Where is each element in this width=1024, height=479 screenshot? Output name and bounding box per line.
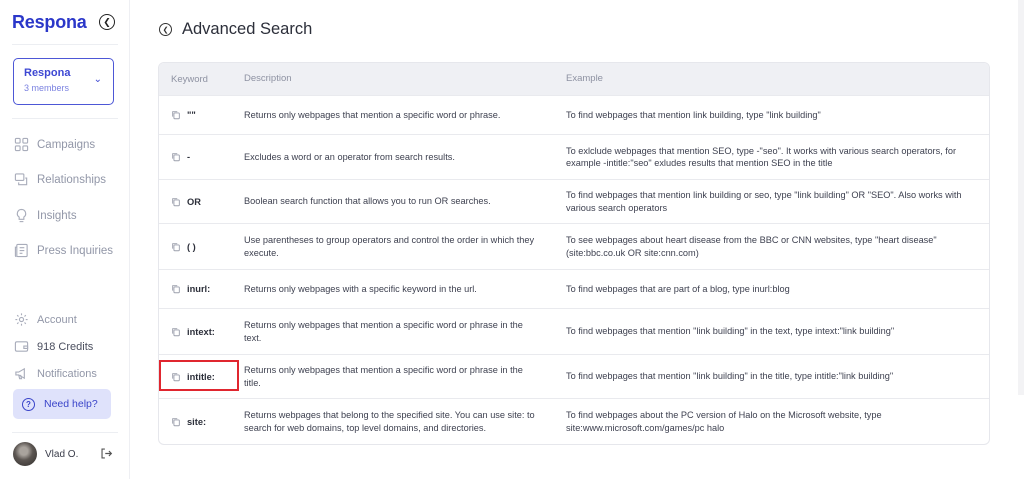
column-header-description: Description xyxy=(244,72,292,84)
table-row xyxy=(159,308,989,354)
workspace-name: Respona xyxy=(24,67,71,79)
keyword-text: OR xyxy=(187,196,201,207)
brand-logo[interactable]: Respona xyxy=(12,12,87,32)
gear-icon xyxy=(14,312,29,327)
nav-account[interactable] xyxy=(14,312,77,327)
table-header xyxy=(159,63,989,95)
keyword-text: intext: xyxy=(187,326,215,337)
description-cell: Returns webpages that belong to the specified site. You can use site: to search for web domains, top level domains, and directories. xyxy=(244,410,535,433)
keyword-cell[interactable] xyxy=(159,327,234,337)
keyword-cell[interactable] xyxy=(159,110,234,120)
lightbulb-icon xyxy=(14,208,29,223)
nav-notifications[interactable] xyxy=(14,366,97,381)
keyword-text: intitle: xyxy=(187,371,215,382)
example-cell: To exlclude webpages that mention SEO, type -"seo". It works with various search operators, for example -intitle:"seo" exludes results that mention SEO in the title xyxy=(566,145,957,168)
keyword-cell[interactable] xyxy=(159,152,234,162)
table-row xyxy=(159,179,989,223)
example-cell: To find webpages that mention "link building" in the text, type intext:"link building" xyxy=(566,326,895,337)
example-cell: To find webpages that are part of a blog, type inurl:blog xyxy=(566,283,790,294)
need-help-button[interactable] xyxy=(13,389,111,419)
copy-icon[interactable] xyxy=(171,327,181,337)
example-cell: To see webpages about heart disease from the BBC or CNN websites, type "heart disease" (site:bbc.co.uk OR site:cnn.com) xyxy=(566,235,937,258)
copy-icon[interactable] xyxy=(171,284,181,294)
divider xyxy=(12,44,118,45)
table-row xyxy=(159,223,989,269)
copy-icon[interactable] xyxy=(171,242,181,252)
page-title: Advanced Search xyxy=(182,20,313,38)
copy-icon[interactable] xyxy=(171,197,181,207)
avatar xyxy=(13,442,37,466)
keyword-text: site: xyxy=(187,416,207,427)
logout-icon[interactable] xyxy=(100,447,113,460)
example-cell: To find webpages about the PC version of Halo on the Microsoft website, type site:www.microsoft.com/games/pc halo xyxy=(566,410,882,433)
divider xyxy=(12,432,118,433)
table-row xyxy=(159,269,989,308)
advanced-search-table xyxy=(158,62,990,445)
table-row xyxy=(159,95,989,134)
column-header-keyword: Keyword xyxy=(171,73,208,85)
nav-label: Account xyxy=(37,313,77,326)
keyword-cell[interactable] xyxy=(159,197,234,207)
divider xyxy=(12,118,118,119)
table-row xyxy=(159,398,989,444)
keyword-text: ( ) xyxy=(187,241,196,252)
description-cell: Excludes a word or an operator from search results. xyxy=(244,151,455,162)
example-cell: To find webpages that mention link building, type "link building" xyxy=(566,109,821,120)
nav-label: Relationships xyxy=(37,173,107,186)
column-header-example: Example xyxy=(566,72,603,84)
megaphone-icon xyxy=(14,366,29,381)
keyword-text: - xyxy=(187,152,191,162)
newspaper-icon xyxy=(14,243,29,258)
description-cell: Returns only webpages with a specific keyword in the url. xyxy=(244,283,477,294)
chevron-down-icon: ⌄ xyxy=(93,74,102,85)
grid-icon xyxy=(14,137,29,152)
nav-label: Insights xyxy=(37,209,77,222)
copy-icon[interactable] xyxy=(171,110,181,120)
workspace-members: 3 members xyxy=(24,83,70,93)
description-cell: Returns only webpages that mention a specific word or phrase in the title. xyxy=(244,365,523,388)
nav-insights[interactable] xyxy=(14,208,77,223)
example-cell: To find webpages that mention link building or seo, type "link building" OR "SEO". Also works with various search operators xyxy=(566,190,962,213)
sidebar xyxy=(0,0,130,479)
keyword-cell[interactable] xyxy=(159,284,234,294)
nav-label: Notifications xyxy=(37,367,97,380)
description-cell: Returns only webpages that mention a specific word or phrase in the text. xyxy=(244,320,523,343)
copy-icon[interactable] xyxy=(171,417,181,427)
copy-icon[interactable] xyxy=(171,152,181,162)
keyword-text: inurl: xyxy=(187,284,211,294)
user-name: Vlad O. xyxy=(45,448,79,460)
help-label: Need help? xyxy=(44,398,98,410)
example-cell: To find webpages that mention "link building" in the title, type intitle:"link building" xyxy=(566,371,894,382)
back-arrow-icon[interactable]: ❮ xyxy=(159,23,172,36)
workspace-selector[interactable] xyxy=(13,58,114,105)
keyword-cell[interactable] xyxy=(159,242,234,252)
table-row xyxy=(159,134,989,179)
keyword-text: "" xyxy=(187,110,196,120)
user-profile[interactable] xyxy=(13,442,78,466)
nav-label: 918 Credits xyxy=(37,340,94,353)
nav-campaigns[interactable] xyxy=(14,137,95,152)
page-scrollbar[interactable] xyxy=(1018,0,1024,395)
wallet-icon xyxy=(14,339,29,354)
help-icon: ? xyxy=(22,398,35,411)
nav-credits[interactable] xyxy=(14,339,93,354)
highlight-box xyxy=(159,360,239,391)
keyword-cell[interactable] xyxy=(159,417,234,427)
chat-icon xyxy=(14,172,29,187)
nav-label: Press Inquiries xyxy=(37,244,114,257)
nav-relationships[interactable] xyxy=(14,172,106,187)
nav-press-inquiries[interactable] xyxy=(14,243,113,258)
description-cell: Use parentheses to group operators and control the order in which they execute. xyxy=(244,235,535,258)
nav-label: Campaigns xyxy=(37,138,96,151)
description-cell: Boolean search function that allows you to run OR searches. xyxy=(244,196,491,207)
page-header xyxy=(159,20,312,39)
description-cell: Returns only webpages that mention a specific word or phrase. xyxy=(244,109,501,120)
table-row xyxy=(159,354,989,398)
collapse-sidebar-icon[interactable]: ❮ xyxy=(99,14,115,30)
